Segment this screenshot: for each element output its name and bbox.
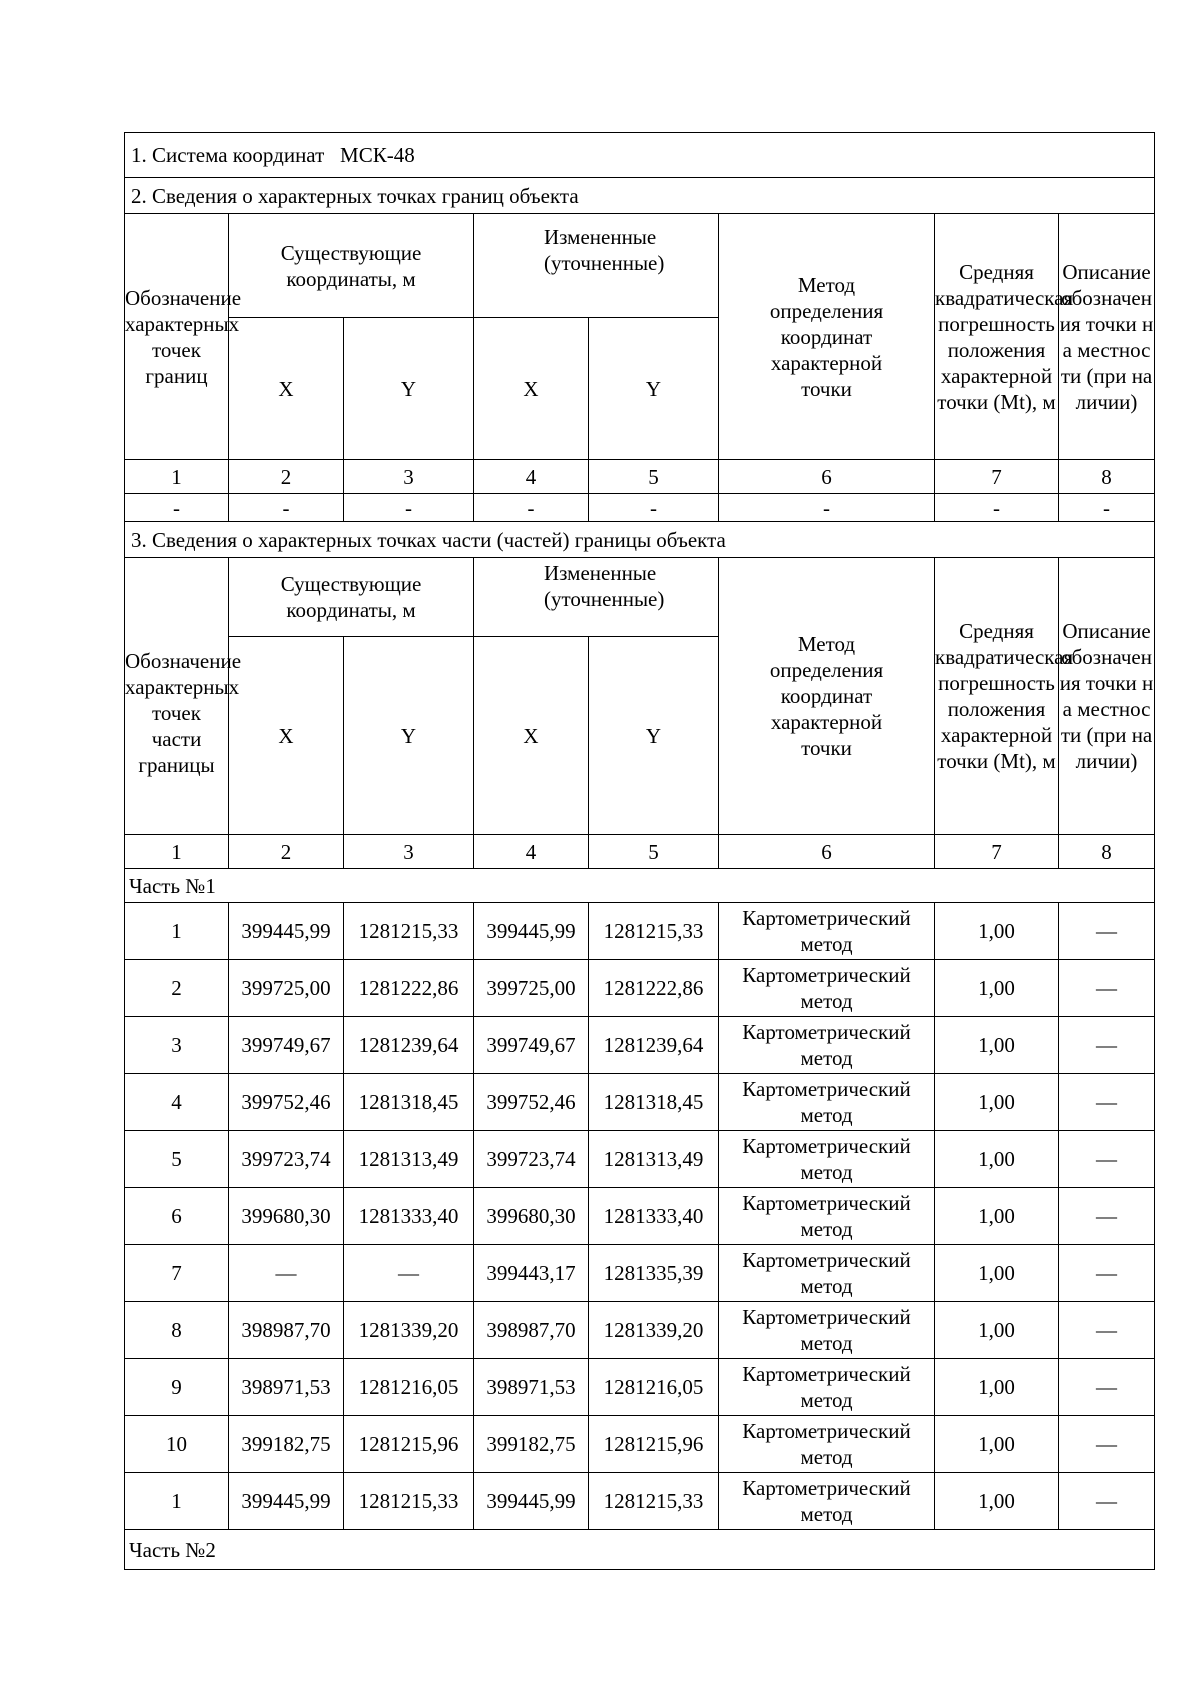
changed-x: 399752,46 [474, 1074, 589, 1131]
header-changed-coords: Измененные (уточненные) [474, 214, 719, 318]
changed-y: 1281339,20 [589, 1302, 719, 1359]
column-number: 6 [719, 835, 935, 869]
changed-y: 1281215,33 [589, 1473, 719, 1530]
existing-y: — [344, 1245, 474, 1302]
empty-cell: - [125, 494, 229, 522]
header-existing-coords-part: Существующие координаты, м [229, 558, 474, 637]
column-number: 2 [229, 835, 344, 869]
changed-x: 399723,74 [474, 1131, 589, 1188]
table-row [125, 960, 1155, 1017]
description-cell: — [1059, 1359, 1155, 1416]
mt-cell: 1,00 [935, 1359, 1059, 1416]
header-x-changed: X [474, 318, 589, 460]
changed-x: 399725,00 [474, 960, 589, 1017]
part-2-label: Часть №2 [125, 1530, 1155, 1570]
description-cell: — [1059, 1416, 1155, 1473]
point-number: 3 [125, 1017, 229, 1074]
method-cell: Картометрический метод [719, 1416, 935, 1473]
description-cell: — [1059, 960, 1155, 1017]
method-cell: Картометрический метод [719, 960, 935, 1017]
header-method-part: Метод определения координат характерной точки [719, 558, 935, 835]
point-number: 5 [125, 1131, 229, 1188]
table-row [125, 1245, 1155, 1302]
column-number: 4 [474, 835, 589, 869]
point-number: 1 [125, 1473, 229, 1530]
point-number: 10 [125, 1416, 229, 1473]
mt-cell: 1,00 [935, 1473, 1059, 1530]
column-number: 3 [344, 835, 474, 869]
description-cell: — [1059, 1302, 1155, 1359]
column-number: 5 [589, 835, 719, 869]
header-point-designation: Обозначение характерных точек границ [125, 214, 229, 460]
mt-cell: 1,00 [935, 1131, 1059, 1188]
existing-x: 399182,75 [229, 1416, 344, 1473]
point-number: 7 [125, 1245, 229, 1302]
mt-cell: 1,00 [935, 1245, 1059, 1302]
empty-cell: - [589, 494, 719, 522]
coordinate-system-row [125, 133, 1155, 178]
existing-y: 1281222,86 [344, 960, 474, 1017]
method-cell: Картометрический метод [719, 1473, 935, 1530]
method-cell: Картометрический метод [719, 1188, 935, 1245]
changed-y: 1281215,33 [589, 903, 719, 960]
description-cell: — [1059, 1074, 1155, 1131]
header-error-part: Средняя квадратическая погрешность положения характерной точки (Mt), м [935, 558, 1059, 835]
column-number: 3 [344, 460, 474, 494]
empty-cell: - [474, 494, 589, 522]
header-y-existing: Y [344, 318, 474, 460]
column-number: 5 [589, 460, 719, 494]
changed-y: 1281335,39 [589, 1245, 719, 1302]
section2-empty-row [125, 494, 1155, 522]
existing-y: 1281215,33 [344, 1473, 474, 1530]
coordinate-system-value: МСК-48 [340, 143, 415, 167]
mt-cell: 1,00 [935, 1017, 1059, 1074]
column-number: 7 [935, 460, 1059, 494]
table-row [125, 903, 1155, 960]
method-cell: Картометрический метод [719, 903, 935, 960]
existing-x: — [229, 1245, 344, 1302]
table-row [125, 1416, 1155, 1473]
empty-cell: - [719, 494, 935, 522]
changed-y: 1281215,96 [589, 1416, 719, 1473]
table-row [125, 1074, 1155, 1131]
existing-x: 399752,46 [229, 1074, 344, 1131]
column-number: 8 [1059, 835, 1155, 869]
mt-cell: 1,00 [935, 1188, 1059, 1245]
existing-y: 1281239,64 [344, 1017, 474, 1074]
changed-y: 1281318,45 [589, 1074, 719, 1131]
method-cell: Картометрический метод [719, 1074, 935, 1131]
point-number: 6 [125, 1188, 229, 1245]
header-x-changed-part: X [474, 637, 589, 835]
header-x-existing: X [229, 318, 344, 460]
changed-x: 399182,75 [474, 1416, 589, 1473]
header-changed-coords-part: Измененные (уточненные) [474, 558, 719, 637]
column-number: 8 [1059, 460, 1155, 494]
existing-y: 1281333,40 [344, 1188, 474, 1245]
changed-x: 399680,30 [474, 1188, 589, 1245]
empty-cell: - [935, 494, 1059, 522]
table-row [125, 1473, 1155, 1530]
section2-title: 2. Сведения о характерных точках границ объекта [125, 178, 1155, 214]
changed-x: 399445,99 [474, 1473, 589, 1530]
mt-cell: 1,00 [935, 1074, 1059, 1131]
method-cell: Картометрический метод [719, 1131, 935, 1188]
mt-cell: 1,00 [935, 1302, 1059, 1359]
point-number: 8 [125, 1302, 229, 1359]
existing-x: 398987,70 [229, 1302, 344, 1359]
column-numbers-row-part [125, 835, 1155, 869]
empty-cell: - [344, 494, 474, 522]
method-cell: Картометрический метод [719, 1359, 935, 1416]
point-number: 2 [125, 960, 229, 1017]
table-row [125, 1131, 1155, 1188]
table-row [125, 1017, 1155, 1074]
header-description: Описание обозначения точки на местности (при наличии) [1059, 214, 1155, 460]
mt-cell: 1,00 [935, 903, 1059, 960]
header-error: Средняя квадратическая погрешность положения характерной точки (Mt), м [935, 214, 1059, 460]
description-cell: — [1059, 1245, 1155, 1302]
table-row [125, 1302, 1155, 1359]
header-point-designation-part: Обозначение характерных точек части границы [125, 558, 229, 835]
changed-x: 398971,53 [474, 1359, 589, 1416]
header-y-changed-part: Y [589, 637, 719, 835]
column-number: 4 [474, 460, 589, 494]
existing-x: 399445,99 [229, 903, 344, 960]
method-cell: Картометрический метод [719, 1245, 935, 1302]
part-1-label: Часть №1 [125, 869, 1155, 903]
coordinate-system-label: 1. Система координат [131, 143, 325, 167]
changed-x: 399749,67 [474, 1017, 589, 1074]
existing-x: 398971,53 [229, 1359, 344, 1416]
description-cell: — [1059, 1017, 1155, 1074]
column-number: 2 [229, 460, 344, 494]
changed-x: 399445,99 [474, 903, 589, 960]
point-number: 9 [125, 1359, 229, 1416]
changed-y: 1281222,86 [589, 960, 719, 1017]
section3-title: 3. Сведения о характерных точках части (частей) границы объекта [125, 522, 1155, 558]
existing-y: 1281215,96 [344, 1416, 474, 1473]
table-row [125, 1188, 1155, 1245]
changed-y: 1281216,05 [589, 1359, 719, 1416]
empty-cell: - [1059, 494, 1155, 522]
point-number: 4 [125, 1074, 229, 1131]
point-number: 1 [125, 903, 229, 960]
existing-y: 1281313,49 [344, 1131, 474, 1188]
existing-x: 399723,74 [229, 1131, 344, 1188]
header-existing-coords: Существующие координаты, м [229, 214, 474, 318]
description-cell: — [1059, 1473, 1155, 1530]
changed-y: 1281239,64 [589, 1017, 719, 1074]
description-cell: — [1059, 1131, 1155, 1188]
empty-cell: - [229, 494, 344, 522]
mt-cell: 1,00 [935, 960, 1059, 1017]
description-cell: — [1059, 1188, 1155, 1245]
existing-y: 1281215,33 [344, 903, 474, 960]
header-x-existing-part: X [229, 637, 344, 835]
changed-y: 1281313,49 [589, 1131, 719, 1188]
existing-x: 399445,99 [229, 1473, 344, 1530]
description-cell: — [1059, 903, 1155, 960]
table-row [125, 1359, 1155, 1416]
header-y-changed: Y [589, 318, 719, 460]
column-number: 7 [935, 835, 1059, 869]
existing-x: 399680,30 [229, 1188, 344, 1245]
existing-y: 1281339,20 [344, 1302, 474, 1359]
header-method: Метод определения координат характерной точки [719, 214, 935, 460]
changed-x: 399443,17 [474, 1245, 589, 1302]
column-number: 6 [719, 460, 935, 494]
method-cell: Картометрический метод [719, 1302, 935, 1359]
column-number: 1 [125, 835, 229, 869]
column-numbers-row [125, 460, 1155, 494]
mt-cell: 1,00 [935, 1416, 1059, 1473]
existing-x: 399725,00 [229, 960, 344, 1017]
existing-y: 1281318,45 [344, 1074, 474, 1131]
coordinates-table [124, 132, 1155, 1570]
changed-x: 398987,70 [474, 1302, 589, 1359]
column-number: 1 [125, 460, 229, 494]
existing-y: 1281216,05 [344, 1359, 474, 1416]
existing-x: 399749,67 [229, 1017, 344, 1074]
changed-y: 1281333,40 [589, 1188, 719, 1245]
header-y-existing-part: Y [344, 637, 474, 835]
header-description-part: Описание обозначения точки на местности (при наличии) [1059, 558, 1155, 835]
method-cell: Картометрический метод [719, 1017, 935, 1074]
